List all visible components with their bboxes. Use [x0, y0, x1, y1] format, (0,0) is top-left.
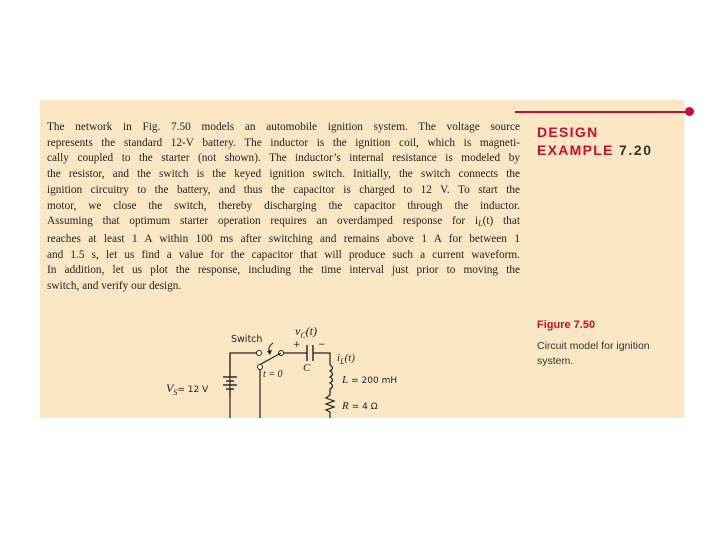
- math-il-suffix: (t) that: [482, 215, 520, 228]
- text-line: The network in Fig. 7.50 models an automobile ignition system. The voltage source: [47, 121, 520, 133]
- design-example-label: [537, 123, 653, 159]
- switch-blade: [261, 353, 281, 364]
- figure-caption: Circuit model for ignition system.: [537, 340, 650, 367]
- cap-minus-label: −: [318, 340, 326, 350]
- switch-label: Switch: [231, 334, 263, 345]
- problem-statement: [47, 120, 520, 295]
- text-line: cally coupled to the starter (not shown). The inductor’s internal resistance is modeled by: [47, 152, 520, 165]
- example-line: [537, 141, 653, 159]
- math-il-subscript: L: [478, 219, 483, 229]
- circuit-diagram: [150, 315, 398, 418]
- time-label: t = 0: [263, 369, 283, 380]
- switch-terminal-t0: [258, 365, 263, 370]
- accent-dot: [685, 107, 694, 116]
- text-line: switch, and verify our design.: [47, 280, 182, 293]
- design-word: DESIGN: [537, 124, 599, 140]
- text-line-with-math: [47, 214, 520, 232]
- wire-top-left: [230, 353, 259, 397]
- text-line: represents the standard 12-V battery. The inductor is the ignition coil, which is magneti-: [47, 136, 520, 149]
- cap-plus-label: +: [293, 340, 301, 350]
- capacitor-voltage-label: $v_C(t)$: [295, 324, 317, 340]
- source-label: $V_S^{= 12 V}$: [166, 381, 209, 397]
- resistor-symbol: [326, 395, 334, 418]
- capacitor-symbol: [307, 345, 313, 361]
- capacitor-label: C: [303, 362, 311, 374]
- text-line: ignition circuitry to the battery, and thus the capacitor is charged to 12 V. To start the: [47, 183, 520, 196]
- text-line: Assuming that optimum starter operation requires an overdamped response for i: [47, 215, 479, 228]
- switch-terminal-left: [257, 351, 262, 356]
- inductor-symbol: [330, 365, 333, 395]
- text-line: the resistor, and the switch is the keyed ignition switch. Initially, the switch connects the: [47, 168, 520, 181]
- figure-title: Figure 7.50: [537, 319, 596, 331]
- inductor-label: L = 200 mH: [342, 374, 398, 386]
- current-label: $i_L(t)$: [337, 352, 355, 366]
- text-line: In addition, let us plot the response, including the time interval just prior to moving the: [47, 264, 520, 277]
- wire-cap-to-coil: [313, 353, 330, 365]
- text-line: reaches at least 1 A within 100 ms after switching and remains above 1 A for between 1: [47, 232, 520, 245]
- resistor-label: R = 4 Ω: [342, 400, 378, 412]
- switch-arrowhead-icon: [267, 350, 272, 355]
- example-number: 7.20: [618, 142, 653, 158]
- text-line: and 1.5 s, let us find a value for the capacitor that will produce such a current waveform.: [47, 248, 520, 261]
- accent-rule: [515, 111, 689, 113]
- text-line: motor, we close the switch, thereby discharging the capacitor through the inductor.: [47, 199, 520, 212]
- example-word: EXAMPLE: [537, 142, 614, 158]
